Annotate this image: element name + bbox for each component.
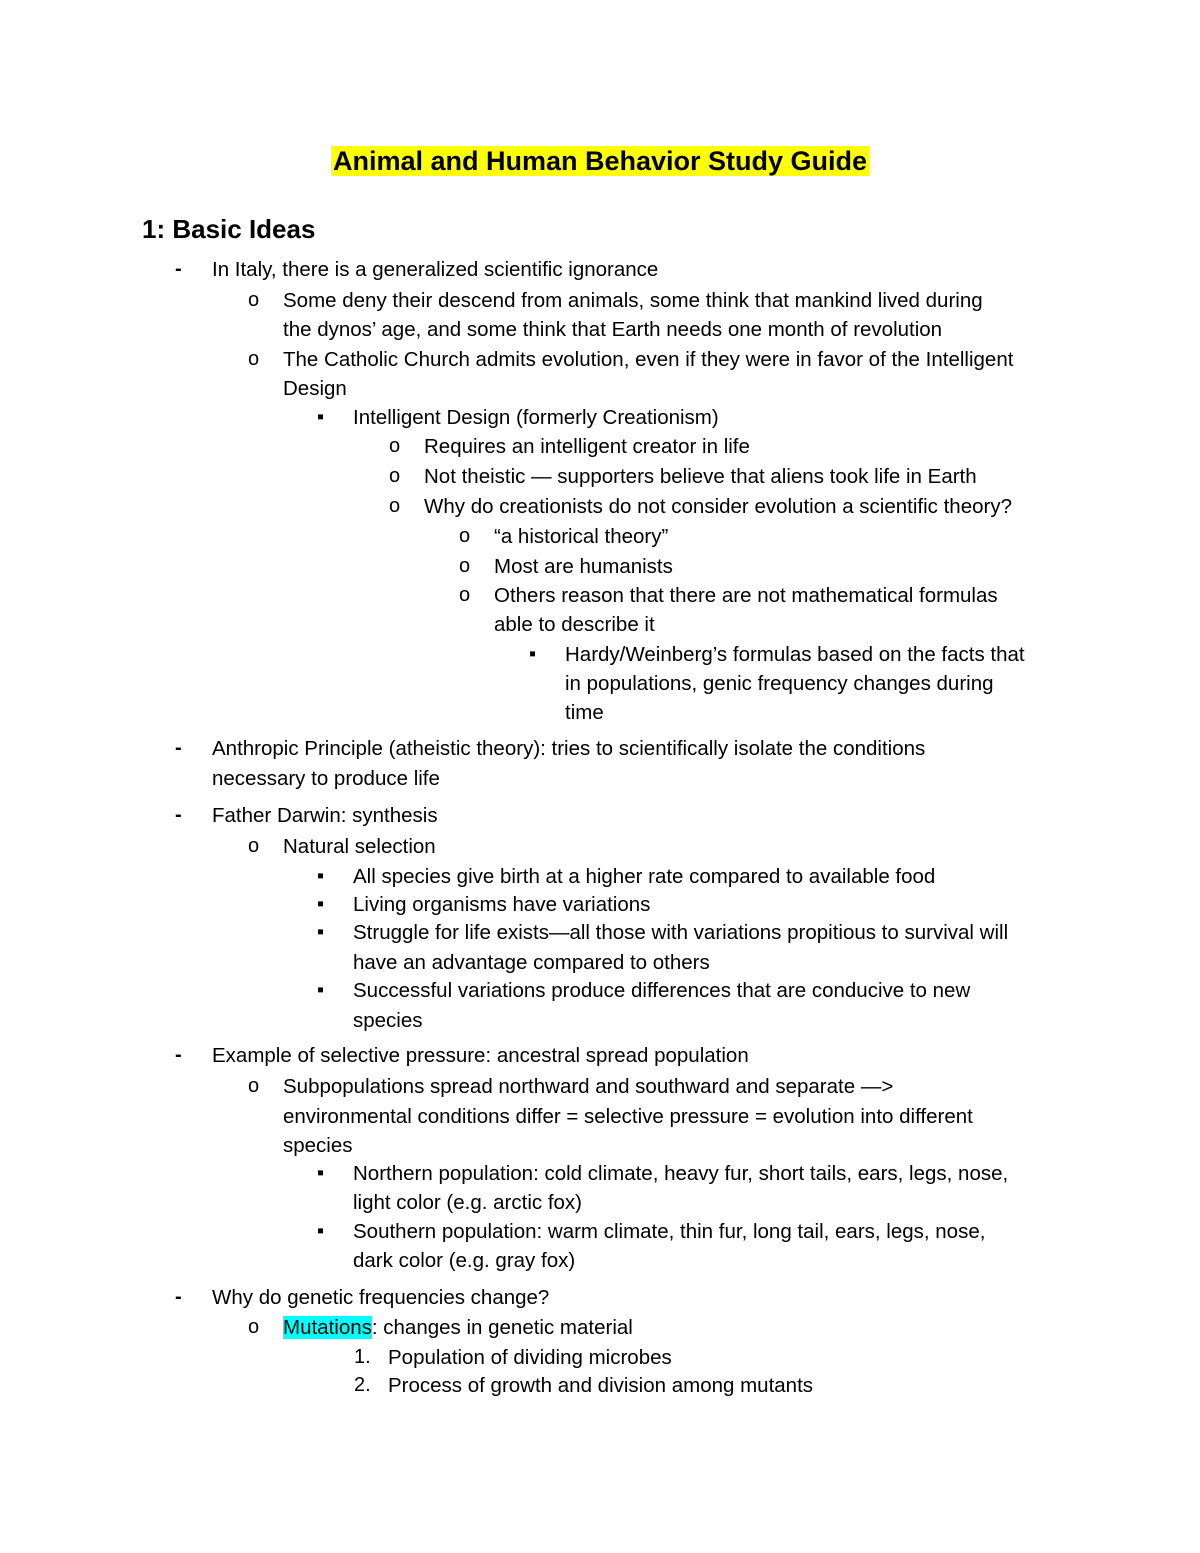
list-item: Father Darwin: synthesis (212, 804, 438, 827)
list-number: 1. (354, 1346, 371, 1368)
list-item: Why do creationists do not consider evolution a scientific theory? (424, 495, 1012, 518)
dash-bullet: - (175, 804, 182, 826)
list-item: Struggle for life exists—all those with variations propitious to survival will (353, 921, 1009, 944)
list-item: Southern population: warm climate, thin fur, long tail, ears, legs, nose, (353, 1220, 986, 1243)
list-item: Anthropic Principle (atheistic theory): tries to scientifically isolate the conditions (212, 737, 926, 760)
list-item: Others reason that there are not mathematical formulas (494, 584, 998, 607)
dash-bullet: - (175, 258, 182, 280)
dash-bullet: - (175, 1044, 182, 1066)
list-item-continued: light color (e.g. arctic fox) (353, 1191, 582, 1214)
list-item-continued: environmental conditions differ = selective pressure = evolution into different (283, 1105, 973, 1128)
circle-bullet: o (248, 1075, 260, 1097)
document-title: Animal and Human Behavior Study Guide (332, 146, 868, 176)
list-item: The Catholic Church admits evolution, even if they were in favor of the Intelligent (283, 348, 1014, 371)
circle-bullet: o (389, 495, 401, 517)
list-item: Not theistic — supporters believe that aliens took life in Earth (424, 465, 977, 488)
square-bullet: ▪ (529, 643, 537, 665)
list-item: Intelligent Design (formerly Creationism) (353, 406, 719, 429)
list-item: Why do genetic frequencies change? (212, 1286, 550, 1309)
list-item-continued: Design (283, 377, 347, 400)
circle-bullet: o (459, 525, 471, 547)
circle-bullet: o (248, 835, 260, 857)
square-bullet: ▪ (317, 921, 325, 943)
dash-bullet: - (175, 737, 182, 759)
list-item-continued: time (565, 701, 604, 724)
circle-bullet: o (459, 555, 471, 577)
list-item-continued: able to describe it (494, 613, 655, 636)
list-item: Hardy/Weinberg’s formulas based on the facts that (565, 643, 1025, 666)
square-bullet: ▪ (317, 865, 325, 887)
list-item-continued: dark color (e.g. gray fox) (353, 1249, 576, 1272)
dash-bullet: - (175, 1286, 182, 1308)
list-item-continued: species (283, 1134, 353, 1157)
list-item: Process of growth and division among mutants (388, 1374, 814, 1397)
list-item: Northern population: cold climate, heavy fur, short tails, ears, legs, nose, (353, 1162, 1009, 1185)
square-bullet: ▪ (317, 1220, 325, 1242)
list-item: Population of dividing microbes (388, 1346, 672, 1369)
list-item: In Italy, there is a generalized scientific ignorance (212, 258, 659, 281)
list-item: Mutations: changes in genetic material (283, 1316, 633, 1339)
list-item: Natural selection (283, 835, 436, 858)
list-item-continued: in populations, genic frequency changes during (565, 672, 994, 695)
list-item: Subpopulations spread northward and southward and separate —> (283, 1075, 894, 1098)
list-item: “a historical theory” (494, 525, 669, 548)
list-item: Some deny their descend from animals, some think that mankind lived during (283, 289, 983, 312)
square-bullet: ▪ (317, 406, 325, 428)
list-item-continued: necessary to produce life (212, 767, 440, 790)
list-item-continued: species (353, 1009, 423, 1032)
list-number: 2. (354, 1374, 371, 1396)
list-item: Successful variations produce differences that are conducive to new (353, 979, 971, 1002)
section-heading: 1: Basic Ideas (142, 214, 316, 244)
square-bullet: ▪ (317, 1162, 325, 1184)
square-bullet: ▪ (317, 979, 325, 1001)
circle-bullet: o (248, 1316, 260, 1338)
highlighted-term: Mutations (283, 1316, 372, 1339)
circle-bullet: o (248, 289, 260, 311)
list-item: All species give birth at a higher rate compared to available food (353, 865, 936, 888)
list-item: Living organisms have variations (353, 893, 651, 916)
list-item-continued: the dynos’ age, and some think that Earth needs one month of revolution (283, 318, 943, 341)
circle-bullet: o (248, 348, 260, 370)
list-item: Most are humanists (494, 555, 673, 578)
list-item-continued: have an advantage compared to others (353, 951, 710, 974)
list-item: Example of selective pressure: ancestral spread population (212, 1044, 749, 1067)
circle-bullet: o (459, 584, 471, 606)
square-bullet: ▪ (317, 893, 325, 915)
circle-bullet: o (389, 465, 401, 487)
circle-bullet: o (389, 435, 401, 457)
list-item: Requires an intelligent creator in life (424, 435, 750, 458)
